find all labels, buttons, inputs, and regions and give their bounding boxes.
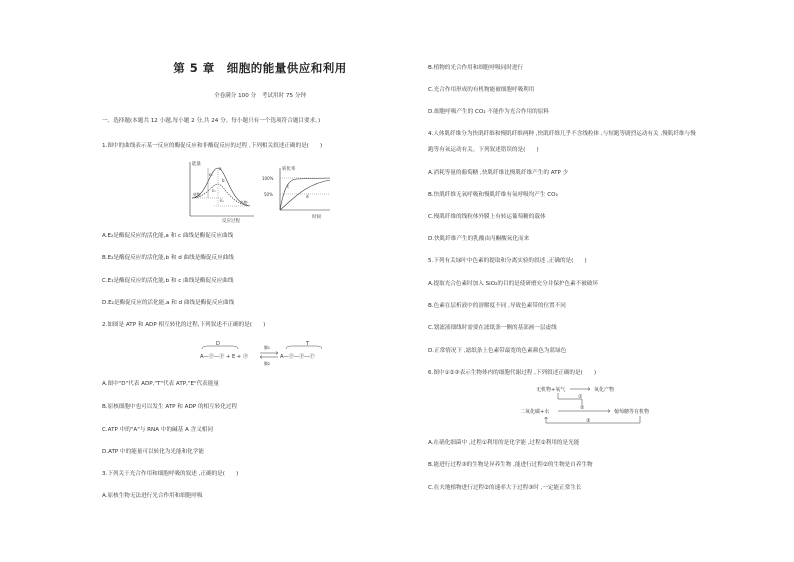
q4-option-a: A.消耗等量的葡萄糖 ,快肌纤维比慢肌纤维产生的 ATP 少: [428, 170, 569, 176]
x-axis-label-left: 反应过程: [222, 219, 240, 224]
conversion-axis-label: 转化率: [282, 167, 296, 172]
q1-figure: [184, 158, 334, 224]
q1-option-a: A.E₂是酶促反应的活化能,a 和 c 曲线是酶促反应曲线: [102, 233, 234, 239]
q4-option-c: C.慢肌纤维的线粒体外膜上有转运葡萄糖的载体: [428, 214, 546, 220]
atp-formula: A—Ⓟ—Ⓟ—Ⓟ: [280, 354, 315, 360]
curve-c-label: c: [287, 184, 290, 189]
q6-option-b: B.能进行过程③的生物是异养生物 ,能进行过程②的生物是自养生物: [428, 462, 593, 468]
glucose-label: 葡萄糖等有机物: [614, 409, 650, 415]
q5-option-c: C.划滤液细线时需要在滤纸条一侧的基部画一层虚线: [428, 325, 557, 331]
energy-axis-label: 能量: [192, 162, 201, 167]
q5-option-a: A.提取光合色素时加入 SiO₂的目的是使研磨充分并保护色素不被破坏: [428, 281, 599, 287]
q2-option-b: B.原核细胞中也可以发生 ATP 和 ADP 的相互转化过程: [102, 404, 238, 410]
process-2: ②: [580, 405, 585, 411]
atp-adp-diagram: [198, 339, 322, 369]
page-title: 第 5 章 细胞的能量供应和利用: [173, 61, 347, 75]
energy-graph: [190, 160, 254, 224]
metabolism-diagram: [520, 383, 690, 429]
enzyme-1: 酶1: [264, 345, 271, 350]
curve-d-label: d: [306, 194, 309, 199]
curve-b-label: b: [222, 178, 225, 183]
e3-label: E₃: [220, 199, 224, 203]
q4-stem-line1: 4.人体肌纤维分为快肌纤维和慢肌纤维两种 ,快肌纤维几乎不含线粒体 ,与短跑等剧烈运动有关 ,慢肌纤维与慢: [428, 131, 696, 137]
q5-option-d: D.正常情况下 ,滤纸条上色素带最宽的色素颜色为蓝绿色: [428, 348, 567, 354]
page-subtitle: 全卷满分 100 分 考试用时 75 分钟: [213, 93, 307, 99]
e2-label: E₂: [212, 189, 216, 193]
product-label: 产物: [240, 200, 248, 205]
co2-water-label: 二氧化碳+水: [520, 409, 550, 415]
q6-stem: 6.图中①②③表示生物体内的细胞代谢过程 ,下列叙述正确的是( ): [428, 370, 597, 376]
conversion-graph: [262, 165, 330, 220]
q1-stem: 1.图中的曲线表示某一反应的酶促反应和非酶促反应的过程 ,下列相关叙述正确的是( ): [102, 143, 323, 149]
e1-label: E₁: [209, 173, 213, 177]
q1-option-b: B.E₂是酶促反应的活化能,b 和 d 曲线是酶促反应曲线: [102, 255, 234, 261]
adp-formula: A—Ⓟ—Ⓟ + E + Ⓟ: [200, 354, 249, 360]
q4-stem-line2: 跑等有氧运动有关。下列叙述错误的是( ): [428, 147, 539, 153]
x-axis-label-right: 时间: [312, 215, 321, 220]
section-heading: 一、选择题(本题共 12 小题,每小题 2 分,共 24 分。每小题只有一个选项符合题目要求。): [102, 118, 321, 124]
q4-option-b: B.快肌纤维无氧呼吸和慢肌纤维有氧呼吸均产生 CO₂: [428, 192, 558, 198]
q2-stem: 2.如图是 ATP 和 ADP 相互转化的过程,下列叙述不正确的是( ): [102, 322, 266, 328]
q2-option-a: A.图中"D"代表 ADP,"T"代表 ATP,"E"代表能量: [102, 381, 219, 387]
oxidation-product-label: 氧化产物: [594, 387, 615, 393]
q1-option-d: D.E₂是酶促反应的活化能,a 和 d 曲线是酶促反应曲线: [102, 300, 235, 306]
q4-option-d: D.快肌纤维产生的乳酸由丙酮酸氧化而来: [428, 236, 530, 242]
process-3: ③: [586, 418, 591, 424]
q3-option-d: D.细胞呼吸产生的 CO₂ 不能作为光合作用的原料: [428, 109, 549, 115]
process-1: ①: [578, 394, 583, 400]
q6-option-a: A.在硝化细菌中 ,过程①利用的是化学能 ,过程②利用的是光能: [428, 440, 580, 446]
q3-option-a: A.原核生物无法进行光合作用和细胞呼吸: [102, 493, 203, 499]
curve-a-label: a: [219, 166, 222, 171]
tick-50: 50%: [264, 192, 273, 197]
reactant-label: 底物: [193, 192, 201, 197]
label-t: T: [306, 341, 310, 347]
inorganic-oxygen-label: 无机物+氧气: [536, 387, 566, 393]
q2-option-c: C.ATP 中的"A"与 RNA 中的碱基 A 含义相同: [102, 427, 213, 433]
q3-option-b: B.植物的光合作用和细胞呼吸同时进行: [428, 65, 524, 71]
q6-option-c: C.在夫地植物进行过程②的速率大于过程③时 ,一定能正常生长: [428, 485, 582, 491]
q1-option-c: C.E₃是酶促反应的活化能,b 和 c 曲线是酶促反应曲线: [102, 278, 234, 284]
q3-option-c: C.光合作用形成的有机物能被细胞呼吸利用: [428, 87, 535, 93]
enzyme-2: 酶2: [264, 361, 271, 366]
q3-stem: 3.下列关于光合作用和细胞呼吸的叙述 ,正确的是( ): [102, 471, 239, 477]
q2-option-d: D.ATP 中的能量可以转化为光能和化学能: [102, 449, 204, 455]
label-d: D: [216, 341, 220, 347]
q5-stem: 5.下列有关绿叶中色素的提取和分离实验的叙述 ,正确的是( ): [428, 258, 587, 264]
q5-option-b: B.色素在层析液中的溶解度不同 ,导致色素带的位置不同: [428, 303, 566, 309]
tick-100: 100%: [262, 176, 274, 181]
